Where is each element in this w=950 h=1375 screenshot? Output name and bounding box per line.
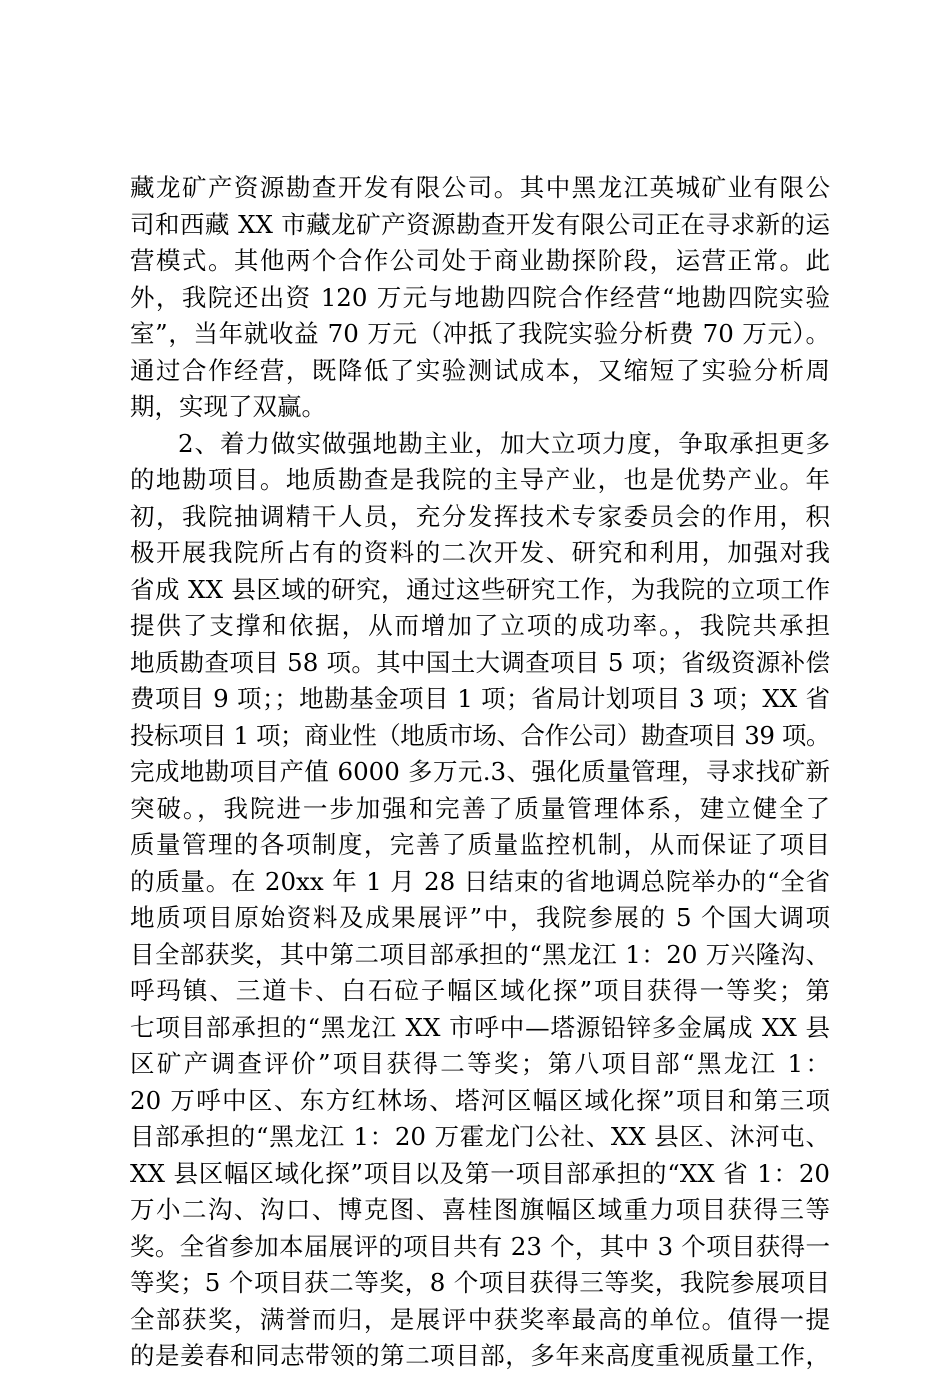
text-line: 的是姜春和同志带领的第二项目部，多年来高度重视质量工作， xyxy=(130,1341,830,1370)
text-line: 外，我院还出资 120 万元与地勘四院合作经营“地勘四院实验 xyxy=(130,282,830,312)
body-text xyxy=(130,170,830,1375)
text-line: 突破。，我院进一步加强和完善了质量管理体系，建立健全了 xyxy=(130,793,830,823)
text-line: 的质量。在 20xx 年 1 月 28 日结束的省地调总院举办的“全省 xyxy=(130,866,830,896)
text-line: 初，我院抽调精干人员，充分发挥技术专家委员会的作用，积 xyxy=(130,501,830,531)
text-line: 等奖；5 个项目获二等奖，8 个项目获得三等奖，我院参展项目 xyxy=(130,1268,830,1297)
text-line: 万小二沟、沟口、博克图、喜桂图旗幅区域重力项目获得三等 xyxy=(130,1195,830,1224)
text-line: XX 县区幅区域化探”项目以及第一项目部承担的“XX 省 1：20 xyxy=(130,1158,830,1188)
text-line: 地质项目原始资料及成果展评”中，我院参展的 5 个国大调项 xyxy=(130,903,830,932)
text-line: 目全部获奖，其中第二项目部承担的“黑龙江 1：20 万兴隆沟、 xyxy=(130,939,830,969)
text-line: 奖。全省参加本届展评的项目共有 23 个，其中 3 个项目获得一 xyxy=(130,1231,830,1261)
text-line: 区矿产调查评价”项目获得二等奖；第八项目部“黑龙江 1： xyxy=(130,1049,830,1078)
text-line: 期，实现了双赢。 xyxy=(130,392,326,421)
paragraph-start-line: 2、着力做实做强地勘主业，加大立项力度，争取承担更多 xyxy=(178,428,830,458)
text-line: 目部承担的“黑龙江 1：20 万霍龙门公社、XX 县区、沐河屯、 xyxy=(130,1122,830,1151)
text-line: 提供了支撑和依据，从而增加了立项的成功率。，我院共承担 xyxy=(130,611,830,640)
text-line: 极开展我院所占有的资料的二次开发、研究和利用，加强对我 xyxy=(130,538,830,567)
text-line: 的地勘项目。地质勘查是我院的主导产业，也是优势产业。年 xyxy=(130,465,830,494)
text-line: 司和西藏 XX 市藏龙矿产资源勘查开发有限公司正在寻求新的运 xyxy=(130,209,830,239)
text-line: 完成地勘项目产值 6000 多万元.3、强化质量管理，寻求找矿新 xyxy=(130,757,830,786)
text-line: 藏龙矿产资源勘查开发有限公司。其中黑龙江英城矿业有限公 xyxy=(130,173,830,202)
text-line: 通过合作经营，既降低了实验测试成本，又缩短了实验分析周 xyxy=(130,355,830,385)
text-line: 七项目部承担的“黑龙江 XX 市呼中—塔源铅锌多金属成 XX 县 xyxy=(130,1012,830,1042)
text-line: 室”，当年就收益 70 万元（冲抵了我院实验分析费 70 万元）。 xyxy=(130,319,830,348)
text-line: 投标项目 1 项；商业性（地质市场、合作公司）勘查项目 39 项。 xyxy=(130,720,830,750)
text-line: 地质勘查项目 58 项。其中国土大调查项目 5 项；省级资源补偿 xyxy=(130,647,830,677)
text-line: 质量管理的各项制度，完善了质量监控机制，从而保证了项目 xyxy=(130,830,830,859)
text-line: 全部获奖，满誉而归，是展评中获奖率最高的单位。值得一提 xyxy=(130,1304,830,1334)
text-line: 营模式。其他两个合作公司处于商业勘探阶段，运营正常。此 xyxy=(130,246,830,275)
text-line: 呼玛镇、三道卡、白石砬子幅区域化探”项目获得一等奖；第 xyxy=(130,976,830,1005)
text-line: 费项目 9 项；；地勘基金项目 1 项；省局计划项目 3 项；XX 省 xyxy=(130,684,830,713)
text-line: 20 万呼中区、东方红林场、塔河区幅区域化探”项目和第三项 xyxy=(130,1085,830,1115)
text-line: 省成 XX 县区域的研究，通过这些研究工作，为我院的立项工作 xyxy=(130,574,830,604)
